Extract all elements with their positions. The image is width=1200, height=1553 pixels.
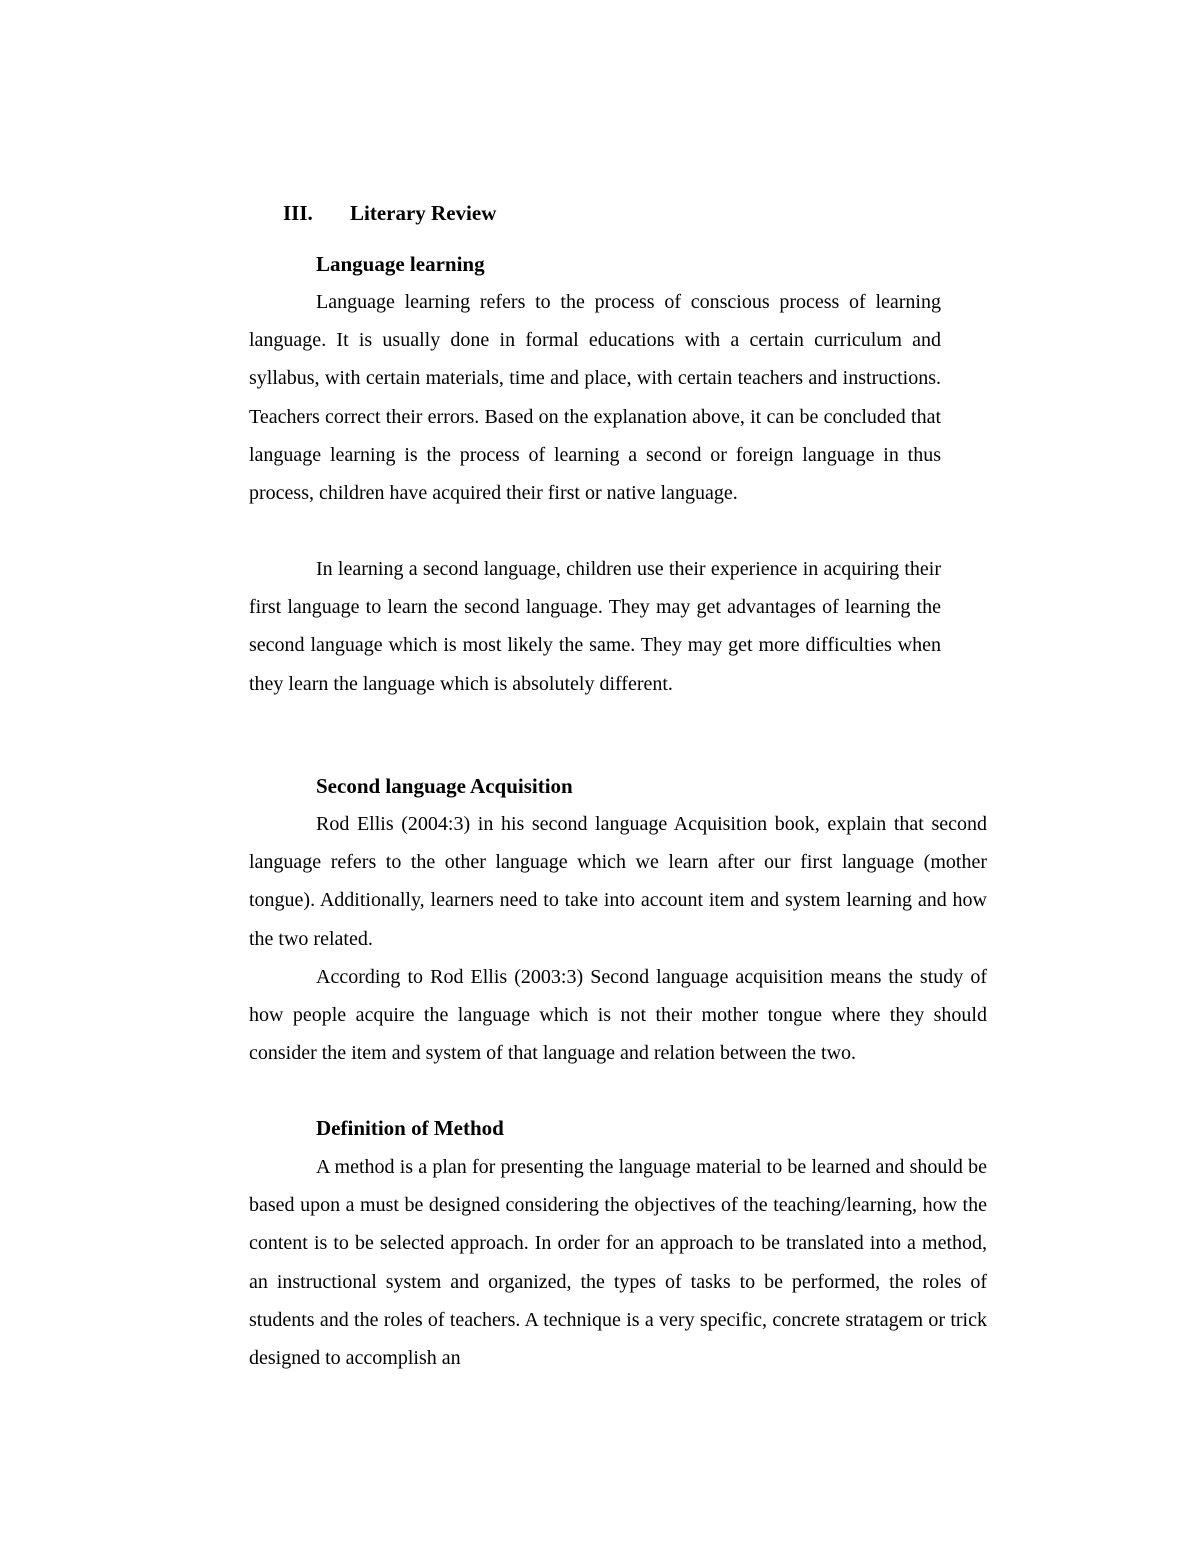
chapter-number: III. <box>283 201 313 225</box>
section-heading-second-language-acquisition: Second language Acquisition <box>316 774 573 798</box>
chapter-heading <box>283 198 496 228</box>
paragraph-language-learning-2: In learning a second language, children use their experience in acquiring their first language to learn the second language. They may get advantages of learning the second language which is most likely the same. They may get more difficulties when they learn the language which is absolutely different. <box>249 558 941 695</box>
chapter-title: Literary Review <box>350 201 497 225</box>
paragraph-language-learning-1: Language learning refers to the process of conscious process of learning language. It is usually done in formal educations with a certain curriculum and syllabus, with certain materials, time and place, with certain teachers and instructions. Teachers correct their errors. Based on the explanation above, it can be concluded that language learning is the process of learning a second or foreign language in thus process, children have acquired their first or native language. <box>249 291 941 505</box>
paragraph-sla-2: According to Rod Ellis (2003:3) Second language acquisition means the study of how people acquire the language which is not their mother tongue where they should consider the item and system of that language and relation between the two. <box>249 966 987 1065</box>
paragraph-method-1: A method is a plan for presenting the language material to be learned and should be based upon a must be designed considering the objectives of the teaching/learning, how the content is to be selected approach. In order for an approach to be translated into a method, an instructional system and organized, the types of tasks to be performed, the roles of students and the roles of teachers. A technique is a very specific, concrete stratagem or trick designed to accomplish an <box>249 1156 987 1370</box>
section-heading-definition-of-method: Definition of Method <box>316 1116 504 1140</box>
paragraph-sla-1: Rod Ellis (2004:3) in his second language Acquisition book, explain that second language refers to the other language which we learn after our first language (mother tongue). Additionally, learners need to take into account item and system learning and how the two related. <box>249 813 987 950</box>
section-heading-language-learning: Language learning <box>316 252 485 276</box>
